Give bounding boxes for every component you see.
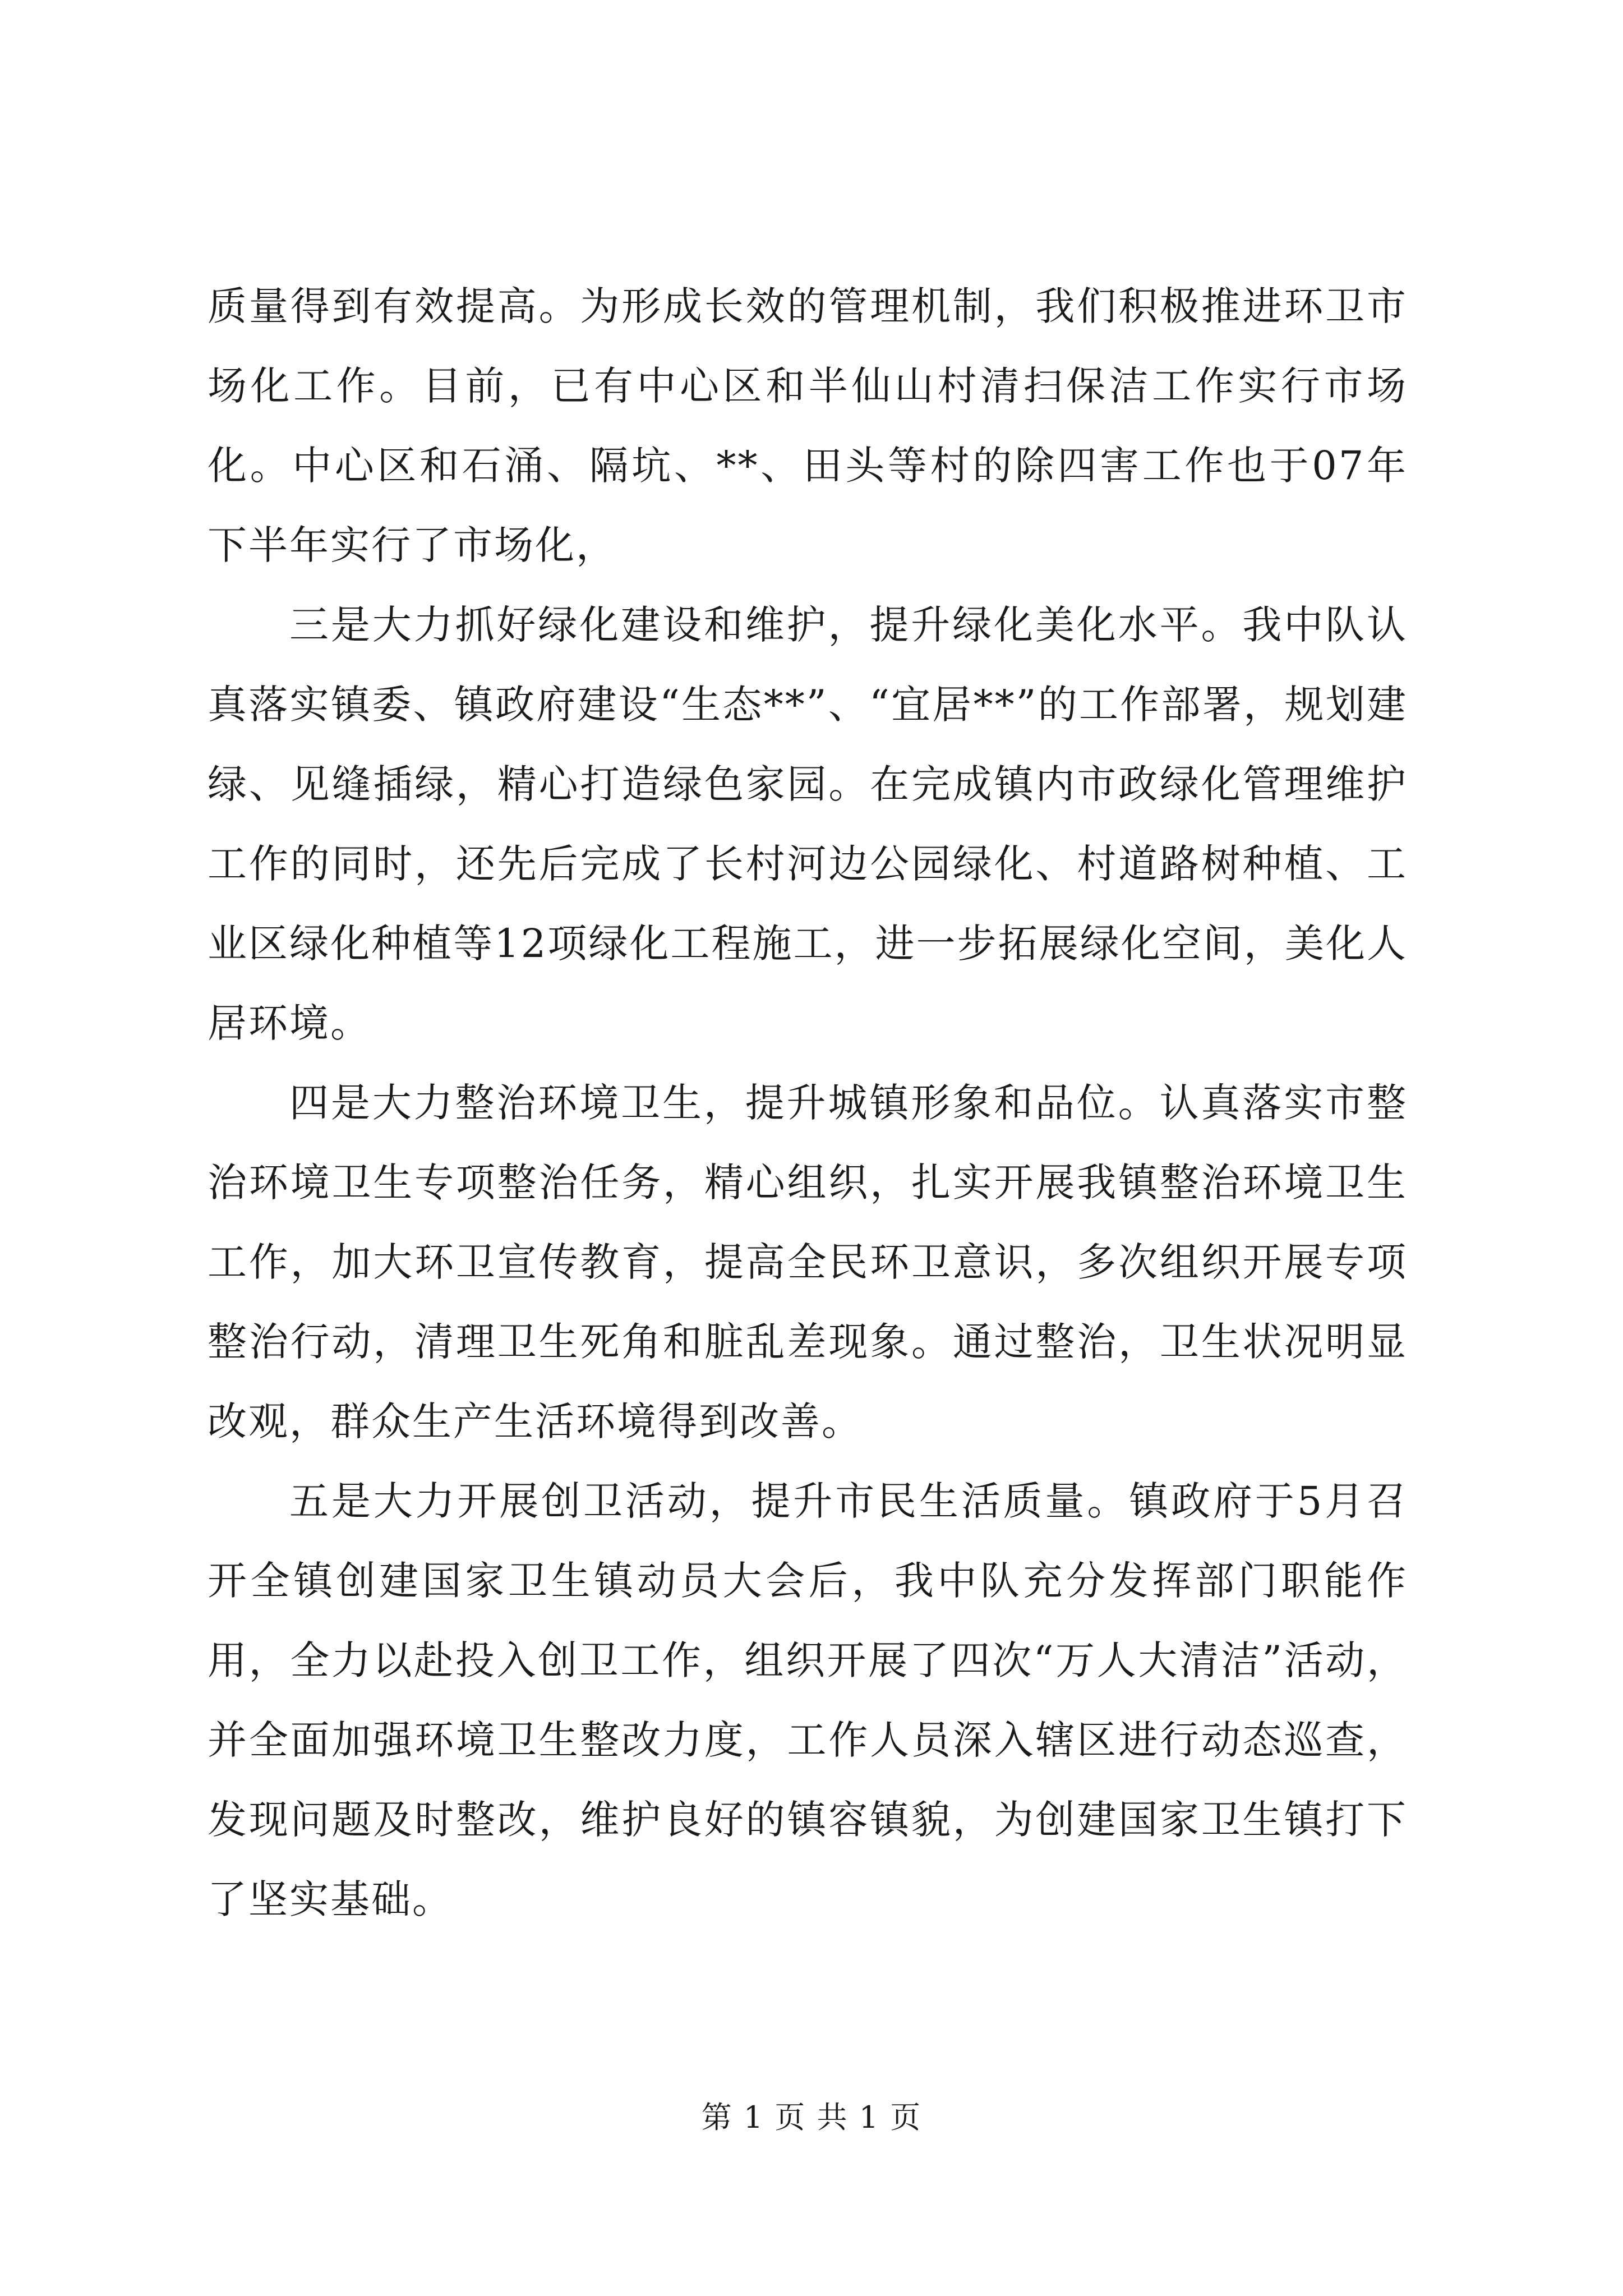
page-footer: 第 1 页 共 1 页 [701, 2100, 922, 2135]
paragraph-sanitation: 四是大力整治环境卫生，提升城镇形象和品位。认真落实市整治环境卫生专项整治任务，精心组织，扎实开展我镇整治环境卫生工作，加大环卫宣传教育，提高全民环卫意识，多次组织开展专项整治行动，清理卫生死角和脏乱差现象。通过整治，卫生状况明显改观，群众生产生活环境得到改善。 [208, 1080, 1408, 1444]
paragraph-continuation: 质量得到有效提高。为形成长效的管理机制，我们积极推进环卫市场化工作。目前，已有中心区和半仙山村清扫保洁工作实行市场化。中心区和石涌、隔坑、**、田头等村的除四害工作也于07年下半年实行了市场化， [208, 283, 1408, 568]
paragraph-health-campaign: 五是大力开展创卫活动，提升市民生活质量。镇政府于5月召开全镇创建国家卫生镇动员大会后，我中队充分发挥部门职能作用，全力以赴投入创卫工作，组织开展了四次“万人大清洁”活动，并全面加强环境卫生整改力度，工作人员深入辖区进行动态巡查，发现问题及时整改，维护良好的镇容镇貌，为创建国家卫生镇打下了坚实基础。 [208, 1478, 1408, 1922]
document-body [208, 266, 1408, 1939]
paragraph-greening: 三是大力抓好绿化建设和维护，提升绿化美化水平。我中队认真落实镇委、镇政府建设“生态**”、“宜居**”的工作部署，规划建绿、见缝插绿，精心打造绿色家园。在完成镇内市政绿化管理维护工作的同时，还先后完成了长村河边公园绿化、村道路树种植、工业区绿化种植等12项绿化工程施工，进一步拓展绿化空间，美化人居环境。 [208, 602, 1408, 1046]
